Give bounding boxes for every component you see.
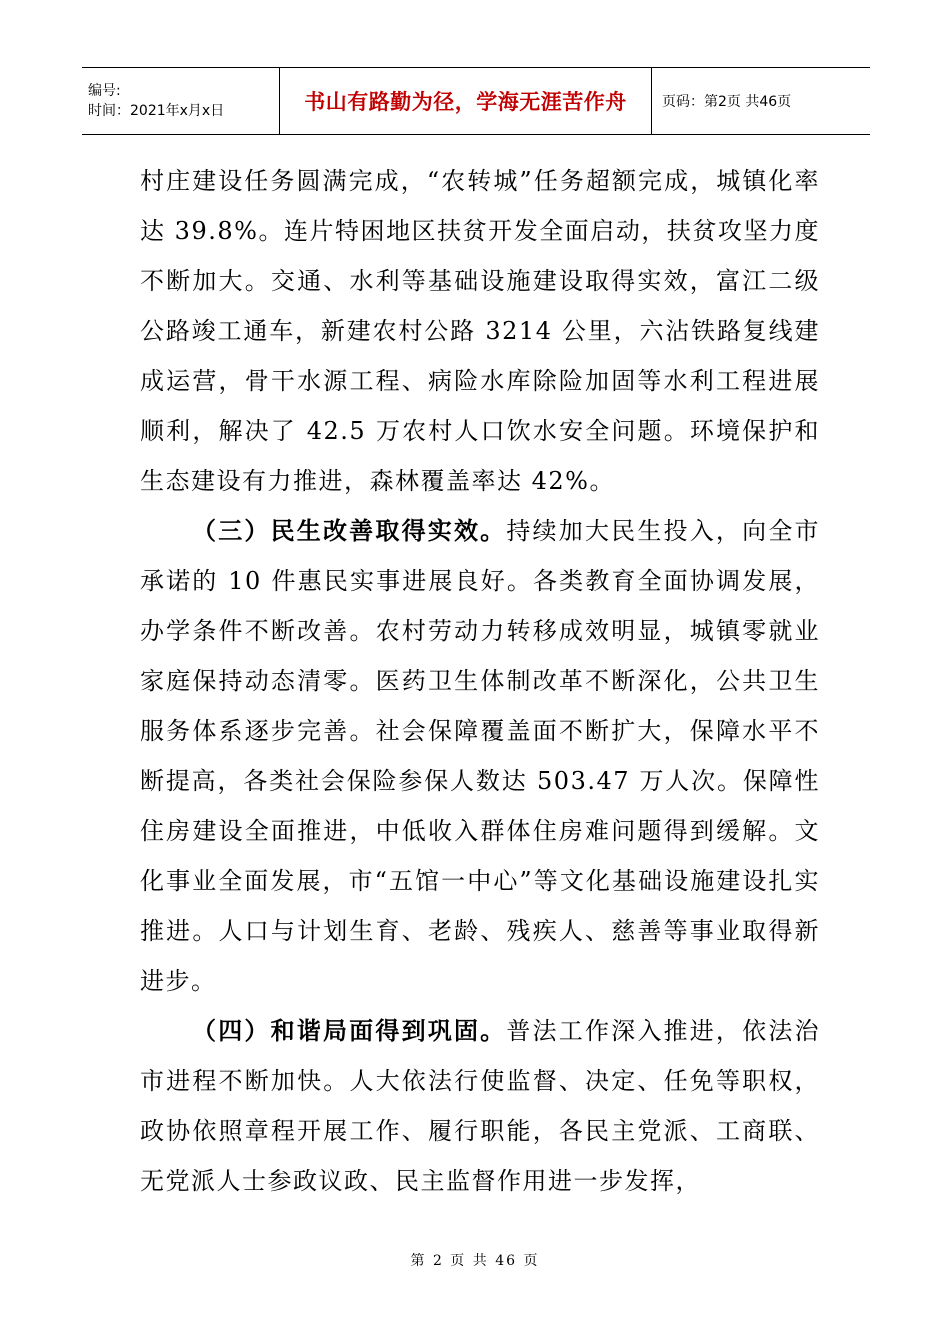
paragraph-continued: [140, 156, 820, 506]
paragraph-text: 村庄建设任务圆满完成，“农转城”任务超额完成，城镇化率达 39.8%。连片特困地区扶贫开发全面启动，扶贫攻坚力度不断加大。交通、水利等基础设施建设取得实效，富江二级公路竣工通车，新建农村公路 3214 公里，六沾铁路复线建成运营，骨干水源工程、病险水库除险加固等水利工程进展顺利，解决了 42.5 万农村人口饮水安全问题。环境保护和生态建设有力推进，森林覆盖率达 42%。: [140, 167, 820, 495]
page-footer: 第 2 页 共 46 页: [410, 1253, 540, 1269]
header-motto: 书山有路勤为径，学海无涯苦作舟: [304, 90, 627, 114]
document-number-label: 编号:: [88, 83, 121, 99]
paragraph-text: 持续加大民生投入，向全市承诺的 10 件惠民实事进展良好。各类教育全面协调发展，办学条件不断改善。农村劳动力转移成效明显，城镇零就业家庭保持动态清零。医药卫生体制改革不断深化，公共卫生服务体系逐步完善。社会保障覆盖面不断扩大，保障水平不断提高，各类社会保险参保人数达 503.47 万人次。保障性住房建设全面推进，中低收入群体住房难问题得到缓解。文化事业全面发展，市“五馆一中心”等文化基础设施建设扎实推进。人口与计划生育、老龄、残疾人、慈善等事业取得新进步。: [140, 517, 821, 995]
header-page-info: 页码：第2页 共46页: [662, 94, 792, 110]
paragraph-livelihood: [140, 506, 820, 1006]
header-motto-cell: [280, 68, 652, 134]
document-header: [82, 67, 870, 135]
header-meta: [82, 68, 280, 134]
document-date: 时间：2021年x月x日: [88, 103, 225, 119]
section-heading: （四）和谐局面得到巩固。: [192, 1017, 507, 1045]
section-heading: （三）民生改善取得实效。: [192, 517, 507, 545]
document-body: [140, 156, 820, 1206]
header-page-cell: [652, 68, 870, 134]
paragraph-harmony: [140, 1006, 820, 1206]
paragraph-text: 普法工作深入推进，依法治市进程不断加快。人大依法行使监督、决定、任免等职权，政协依照章程开展工作、履行职能，各民主党派、工商联、无党派人士参政议政、民主监督作用进一步发挥，: [140, 1017, 821, 1195]
